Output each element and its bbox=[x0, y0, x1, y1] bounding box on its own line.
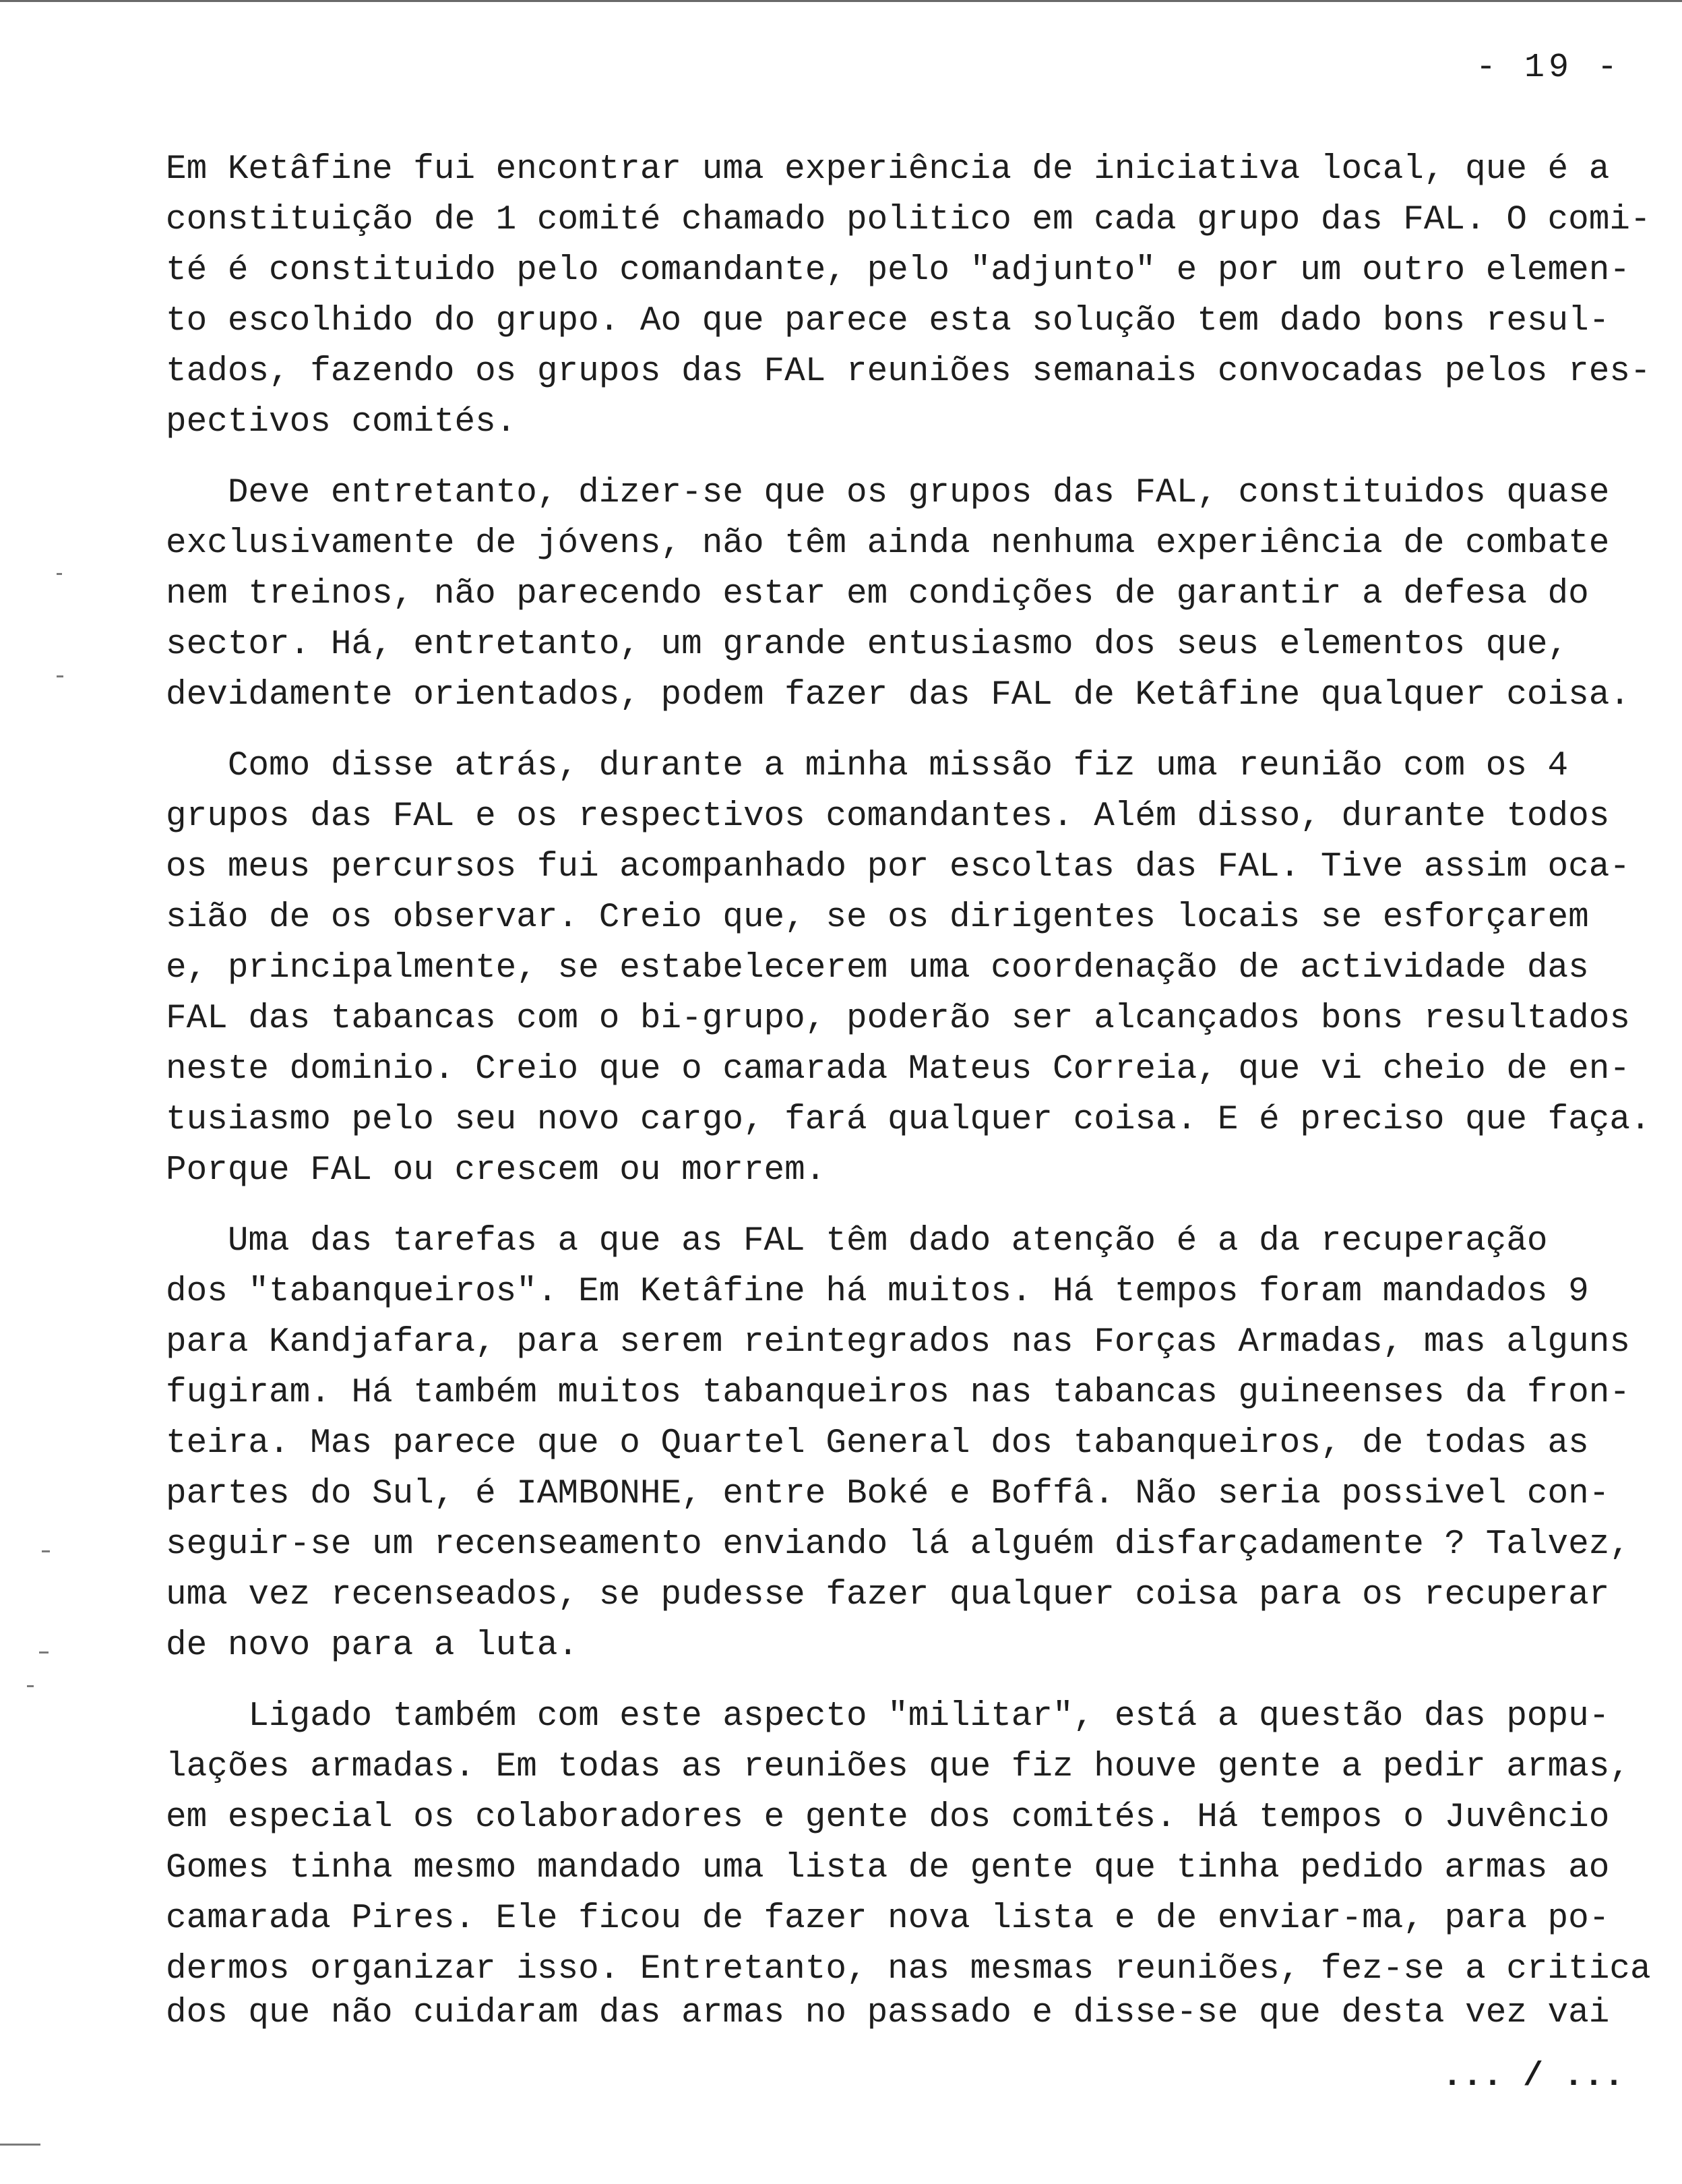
margin-mark bbox=[57, 675, 63, 677]
paragraph-3-line-1: Como disse atrás, durante a minha missão fiz uma reunião com os 4 bbox=[166, 747, 1569, 785]
margin-mark bbox=[0, 2144, 40, 2146]
paragraph-3-line-7: neste dominio. Creio que o camarada Mateus Correia, que vi cheio de en- bbox=[166, 1050, 1630, 1089]
paragraph-4-line-2: dos "tabanqueiros". Em Ketâfine há muitos. Há tempos foram mandados 9 bbox=[166, 1273, 1589, 1311]
paragraph-3-line-4: sião de os observar. Creio que, se os dirigentes locais se esforçarem bbox=[166, 899, 1589, 937]
margin-mark bbox=[27, 1685, 34, 1687]
paragraph-3-line-5: e, principalmente, se estabelecerem uma coordenação de actividade das bbox=[166, 949, 1589, 988]
paragraph-1-line-2: constituição de 1 comité chamado politico em cada grupo das FAL. O comi- bbox=[166, 201, 1651, 239]
paragraph-5-line-6: dermos organizar isso. Entretanto, nas mesmas reuniões, fez-se a critica bbox=[166, 1950, 1651, 1989]
paragraph-3-line-2: grupos das FAL e os respectivos comandantes. Além disso, durante todos bbox=[166, 797, 1610, 836]
paragraph-5-line-5: camarada Pires. Ele ficou de fazer nova lista e de enviar-ma, para po- bbox=[166, 1900, 1610, 1938]
paragraph-3-line-9: Porque FAL ou crescem ou morrem. bbox=[166, 1151, 826, 1190]
paragraph-2-line-1: Deve entretanto, dizer-se que os grupos das FAL, constituidos quase bbox=[166, 474, 1610, 512]
page-number: - 19 - bbox=[1476, 49, 1622, 87]
margin-mark bbox=[42, 1550, 50, 1552]
paragraph-5-line-4: Gomes tinha mesmo mandado uma lista de gente que tinha pedido armas ao bbox=[166, 1849, 1610, 1887]
paragraph-4-line-5: teira. Mas parece que o Quartel General dos tabanqueiros, de todas as bbox=[166, 1424, 1589, 1463]
paragraph-1-line-3: té é constituido pelo comandante, pelo "adjunto" e por um outro elemen- bbox=[166, 251, 1630, 290]
paragraph-1-line-4: to escolhido do grupo. Ao que parece esta solução tem dado bons resul- bbox=[166, 302, 1610, 340]
paragraph-4-line-1: Uma das tarefas a que as FAL têm dado atenção é a da recuperação bbox=[166, 1222, 1548, 1261]
paragraph-1-line-6: pectivos comités. bbox=[166, 403, 517, 442]
paragraph-4-line-6: partes do Sul, é IAMBONHE, entre Boké e Boffâ. Não seria possivel con- bbox=[166, 1475, 1610, 1513]
paragraph-2-line-4: sector. Há, entretanto, um grande entusiasmo dos seus elementos que, bbox=[166, 626, 1569, 664]
paragraph-4-line-3: para Kandjafara, para serem reintegrados nas Forças Armadas, mas alguns bbox=[166, 1323, 1630, 1362]
paragraph-2-line-2: exclusivamente de jóvens, não têm ainda nenhuma experiência de combate bbox=[166, 524, 1610, 563]
paragraph-5-line-1: Ligado também com este aspecto "militar", está a questão das popu- bbox=[166, 1697, 1610, 1736]
paragraph-4-line-9: de novo para a luta. bbox=[166, 1627, 579, 1665]
margin-mark bbox=[57, 573, 62, 575]
paragraph-5-line-2: lações armadas. Em todas as reuniões que fiz houve gente a pedir armas, bbox=[166, 1748, 1630, 1786]
paragraph-1-line-1: Em Ketâfine fui encontrar uma experiência de iniciativa local, que é a bbox=[166, 150, 1610, 189]
paragraph-4-line-8: uma vez recenseados, se pudesse fazer qualquer coisa para os recuperar bbox=[166, 1576, 1610, 1614]
paragraph-3-line-6: FAL das tabancas com o bi-grupo, poderão ser alcançados bons resultados bbox=[166, 1000, 1630, 1038]
continuation-mark: ... / ... bbox=[1442, 2057, 1625, 2096]
paragraph-2-line-5: devidamente orientados, podem fazer das FAL de Ketâfine qualquer coisa. bbox=[166, 676, 1630, 715]
paragraph-4-line-7: seguir-se um recenseamento enviando lá alguém disfarçadamente ? Talvez, bbox=[166, 1525, 1630, 1564]
paragraph-5-line-3: em especial os colaboradores e gente dos comités. Há tempos o Juvêncio bbox=[166, 1798, 1610, 1837]
paragraph-2-line-3: nem treinos, não parecendo estar em condições de garantir a defesa do bbox=[166, 575, 1589, 613]
paragraph-3-line-8: tusiasmo pelo seu novo cargo, fará qualquer coisa. E é preciso que faça. bbox=[166, 1101, 1651, 1139]
paragraph-5-line-7: dos que não cuidaram das armas no passado e disse-se que desta vez vai bbox=[166, 1994, 1610, 2032]
top-rule bbox=[0, 0, 1682, 2]
paragraph-1-line-5: tados, fazendo os grupos das FAL reuniões semanais convocadas pelos res- bbox=[166, 353, 1651, 391]
paragraph-4-line-4: fugiram. Há também muitos tabanqueiros nas tabancas guineenses da fron- bbox=[166, 1374, 1630, 1412]
margin-mark bbox=[39, 1651, 49, 1654]
paragraph-3-line-3: os meus percursos fui acompanhado por escoltas das FAL. Tive assim oca- bbox=[166, 848, 1630, 886]
